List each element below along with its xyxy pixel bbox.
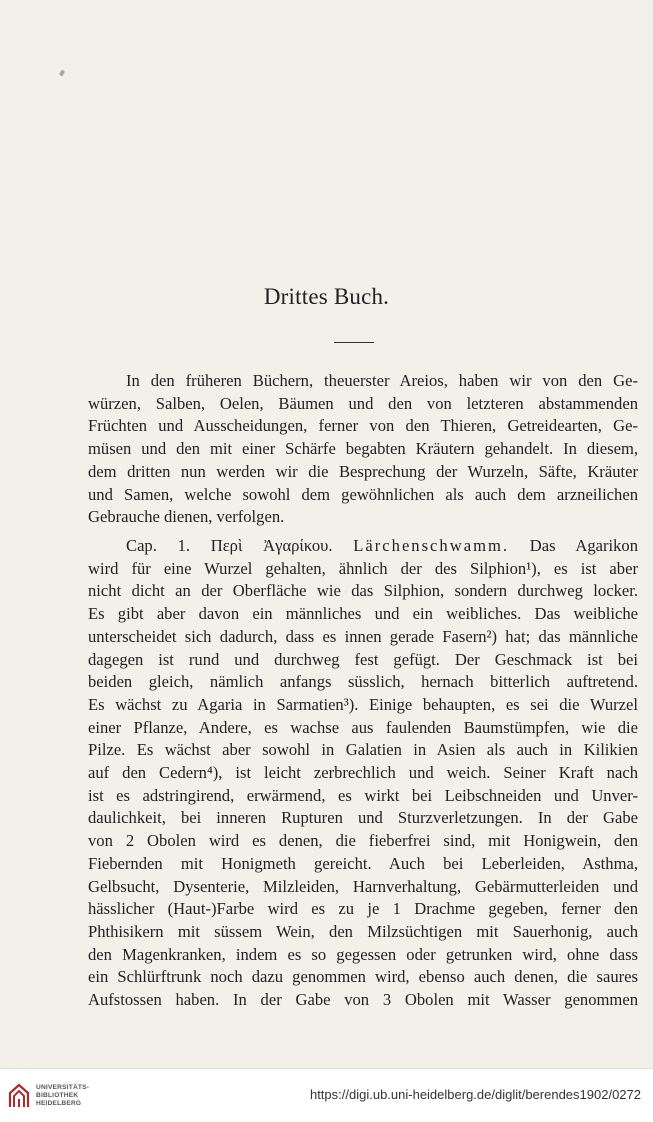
chapter-1-paragraph (88, 535, 638, 1012)
library-name-line: BIBLIOTHEK (36, 1092, 79, 1099)
text-line: einer Pflanze, Andere, es wachse aus faulenden Baumstümpfen, wie die (88, 717, 638, 737)
text-line: und Samen, welche sowohl dem gewöhnlichen als auch dem arzneilichen (88, 484, 638, 504)
text-line: wird für eine Wurzel gehalten, ähnlich der des Silphion¹), es ist aber (88, 558, 638, 578)
text-line: würzen, Salben, Oelen, Bäumen und den von letzteren abstammenden (88, 393, 638, 413)
text-line: Gebrauche dienen, verfolgen. (88, 507, 285, 527)
library-name-line: UNIVERSITÄTS- (36, 1084, 90, 1091)
library-name-line: HEIDELBERG (36, 1100, 82, 1107)
german-title: Lärchenschwamm. (353, 536, 510, 555)
text-line: den Magenkranken, indem es so gegessen oder getrunken wird, ohne dass (88, 944, 638, 964)
text-line: daulichkeit, bei inneren Rupturen und Sturzverletzungen. In der Gabe (88, 808, 638, 828)
text-line: unterscheidet sich dadurch, dass es innen gerade Fasern²) hat; das männliche (88, 626, 638, 646)
text-line: von 2 Obolen wird es denen, die fieberfrei sind, mit Honigwein, den (88, 831, 638, 851)
text-line: Fiebernden mit Honigmeth gereicht. Auch bei Leberleiden, Asthma, (88, 853, 638, 873)
chapter-heading: Drittes Buch. (263, 284, 390, 309)
text-line: dem dritten nun werden wir die Besprechung der Wurzeln, Säfte, Kräuter (88, 461, 638, 481)
university-library-logo-icon[interactable] (8, 1083, 30, 1109)
text-line: ist es adstringirend, erwärmend, es wirkt bei Leibschneiden und Unver- (88, 785, 638, 805)
text-line: Gelbsucht, Dysenterie, Milzleiden, Harnverhaltung, Gebärmutterleiden und (88, 876, 638, 896)
text-line: Pilze. Es wächst aber sowohl in Galatien in Asien als auch in Kilikien (88, 740, 638, 760)
text-line: Aufstossen haben. In der Gabe von 3 Obolen mit Wasser genommen (88, 990, 638, 1010)
text-line: In den früheren Büchern, theuerster Areios, haben wir von den Ge- (126, 371, 638, 390)
heading-rule (334, 342, 374, 343)
text-line: hässlicher (Haut-)Farbe wird es zu je 1 Drachme gegeben, ferner den (88, 899, 638, 919)
greek-title: Περὶ Ἀγαρίκου. (210, 536, 333, 555)
text-line: nicht dicht an der Oberfläche wie das Silphion, sondern durchweg locker. (88, 581, 638, 601)
cap-label: Cap. 1. (126, 536, 191, 555)
text-line: ein Schlürftrunk noch dazu genommen wird, ebenso auch denen, die saures (88, 967, 638, 987)
chapter-1-first-line (88, 535, 638, 558)
viewer-footer (0, 1068, 653, 1122)
library-name (36, 1084, 89, 1108)
text-line: Es gibt aber davon ein männliches und ein weibliches. Das weibliche (88, 604, 638, 624)
text-line: Phthisikern mit süssem Wein, den Milzsüchtigen mit Sauerhonig, auch (88, 921, 638, 941)
text-line: müsen und den mit einer Schärfe begabten Kräutern gehandelt. In diesem, (88, 439, 638, 459)
text-line: dagegen ist rund und durchweg fest gefügt. Der Geschmack ist bei (88, 649, 638, 669)
intro-paragraph (88, 370, 638, 529)
text-line: Früchten und Ausscheidungen, ferner von den Thieren, Getreidearten, Ge- (88, 416, 638, 436)
first-line-rest: Das Agarikon (529, 536, 639, 555)
text-line: auf den Cedern⁴), ist leicht zerbrechlich und weich. Seiner Kraft nach (88, 763, 638, 783)
permalink-url[interactable]: https://digi.ub.uni-heidelberg.de/diglit/berendes1902/0272 (309, 1087, 641, 1102)
text-line: beiden gleich, nämlich anfangs süsslich, hernach bitterlich auftretend. (88, 672, 638, 692)
text-line: Es wächst zu Agaria in Sarmatien³). Einige behaupten, es sei die Wurzel (88, 694, 638, 714)
ink-speck (59, 69, 65, 76)
